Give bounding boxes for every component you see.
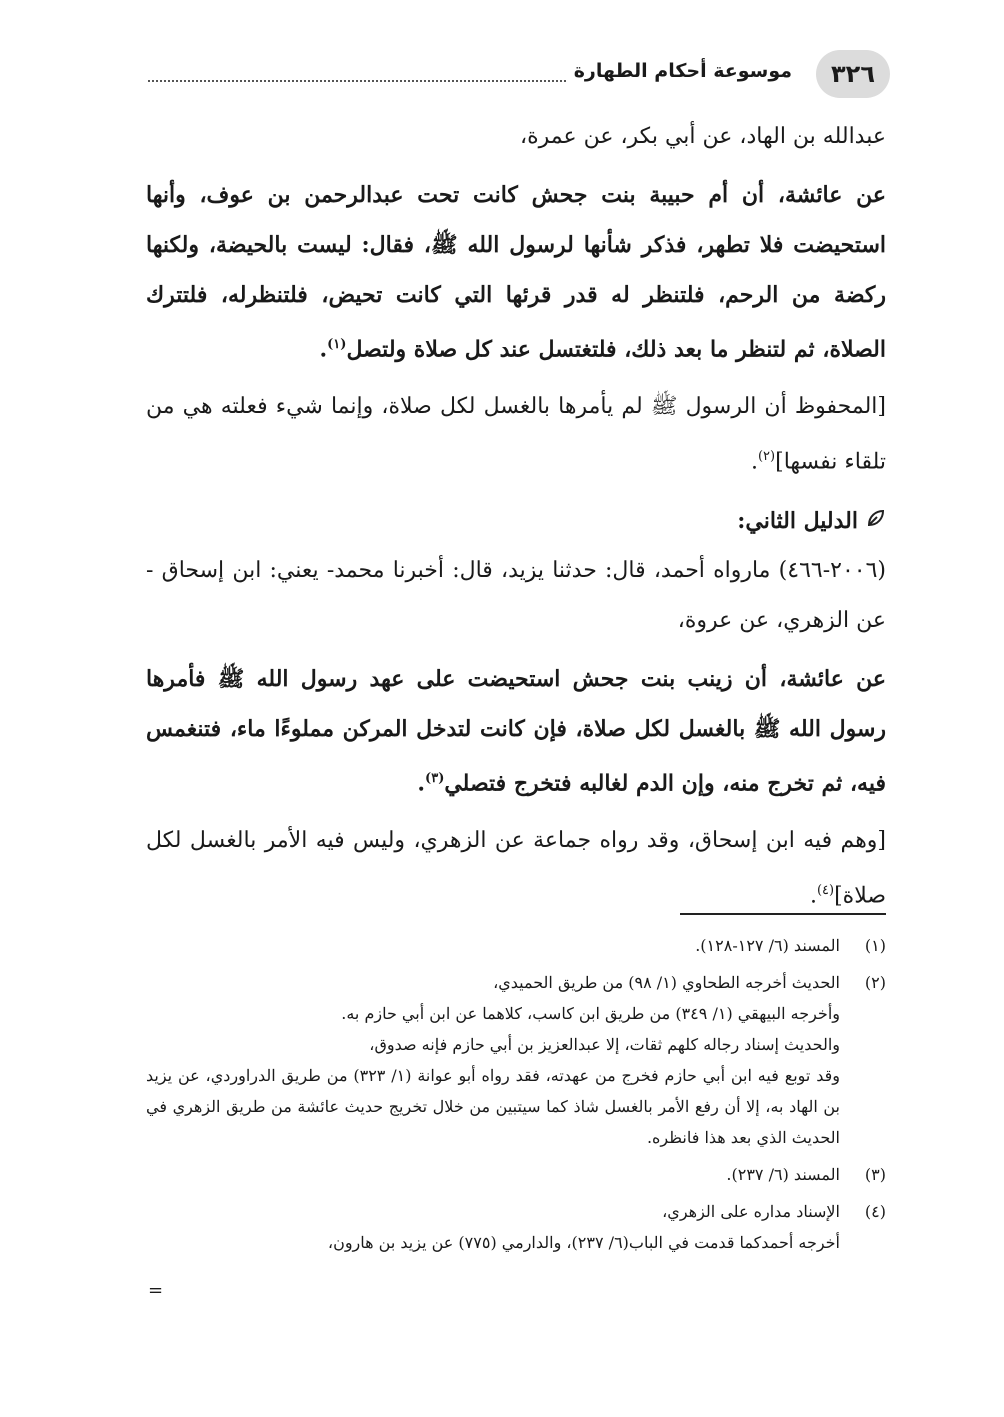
footnote-body [146, 930, 840, 961]
page-number: ٣٢٦ [816, 50, 890, 98]
paragraph-text: عن عائشة، أن أم حبيبة بنت جحش كانت تحت عبدالرحمن بن عوف، وأنها استحيضت فلا تطهر، فذكر شأنها لرسول الله ﷺ، فقال: ليست بالحيضة، ولكنها ركضة من الرحم، فلتنظر له قدر قرئها التي كانت تحيض، فلتنظرله، فلتترك الصلاة، ثم لتنظر ما بعد ذلك، فلتغتسل عند كل صلاة ولتصل [146, 182, 886, 363]
footnote-ref[interactable]: (١) [327, 337, 347, 352]
leaf-ornament-icon [866, 496, 886, 546]
footnote [146, 967, 886, 1153]
hadith-text-1: عن عائشة، أن أم حبيبة بنت جحش كانت تحت عبدالرحمن بن عوف، وأنها استحيضت فلا تطهر، فذكر شأنها لرسول الله ﷺ، فقال: ليست بالحيضة، ولكنها ركضة من الرحم، فلتنظر له قدر قرئها التي كانت تحيض، فلتنظرله، فلتترك الصلاة، ثم لتنظر ما بعد ذلك، فلتغتسل عند كل صلاة ولتصل$^{(١)}$. [146, 182, 886, 363]
footnote-line: أخرجه أحمدكما قدمت في الباب(٦/ ٢٣٧)، والدارمي (٧٧٥) عن يزيد بن هارون، [327, 1233, 840, 1252]
page-header [120, 50, 890, 100]
commentary-2: [وهم فيه ابن إسحاق، وقد رواه جماعة عن الزهري، وليس فيه الأمر بالغسل لكل صلاة]$^{(٤)}$. [146, 827, 886, 909]
footnote-number: (١) [864, 936, 886, 955]
paragraph-text: [وهم فيه ابن إسحاق، وقد رواه جماعة عن الزهري، وليس فيه الأمر بالغسل لكل صلاة] [146, 827, 886, 909]
footnote-line: الحديث أخرجه الطحاوي (١/ ٩٨) من طريق الحميدي، [493, 973, 840, 992]
footnote-ref[interactable]: (٢) [757, 449, 776, 465]
paragraph-text: عن عائشة، أن زينب بنت جحش استحيضت على عهد رسول الله ﷺ فأمرها رسول الله ﷺ بالغسل لكل صلاة، فإن كانت لتدخل المركن مملوءًا ماء، فتنغمس فيه، ثم تخرج منه، وإن الدم لغالبه فتخرج فتصلي [146, 665, 886, 796]
footnote-line: المسند (٦/ ٢٣٧). [726, 1165, 840, 1184]
footnote [146, 930, 886, 961]
paragraph-text: [المحفوظ أن الرسول ﷺ لم يأمرها بالغسل لكل صلاة، وإنما شيء فعلته هي من تلقاء نفسها] [146, 394, 886, 475]
footnote-line: وأخرجه البيهقي (١/ ٣٤٩) من طريق ابن كاسب، كلاهما عن ابن أبي حازم به. [341, 1004, 840, 1023]
footnote-number: (٣) [864, 1165, 886, 1184]
footnote [146, 1196, 886, 1258]
paragraph-text: (٢٠٠٦-٤٦٦) مارواه أحمد، قال: حدثنا يزيد، قال: أخبرنا محمد- يعني: ابن إسحاق - عن الزهري، عن عروة، [146, 557, 886, 633]
footnote-number: (٢) [864, 973, 886, 992]
footnote-separator [680, 913, 886, 915]
commentary-1: [المحفوظ أن الرسول ﷺ لم يأمرها بالغسل لكل صلاة، وإنما شيء فعلته هي من تلقاء نفسها]$^{(٢)}$. [146, 394, 886, 475]
paragraph-text: عبدالله بن الهاد، عن أبي بكر، عن عمرة، [519, 124, 886, 149]
continuation-mark: = [148, 1280, 164, 1301]
footnote-line: المسند (٦/ ١٢٧-١٢٨). [695, 936, 840, 955]
footnote [146, 1159, 886, 1190]
section-heading [146, 496, 886, 546]
footnote-body [146, 1159, 840, 1190]
hadith-text-2: عن عائشة، أن زينب بنت جحش استحيضت على عهد رسول الله ﷺ فأمرها رسول الله ﷺ بالغسل لكل صلاة، فإن كانت لتدخل المركن مملوءًا ماء، فتنغمس فيه، ثم تخرج منه، وإن الدم لغالبه فتخرج فتصلي$^{(٣)}$. [146, 665, 886, 796]
footnote-body [146, 967, 840, 1153]
footnotes [146, 930, 886, 1258]
footnote-line: والحديث إسناد رجاله كلهم ثقات، إلا عبدالعزيز بن أبي حازم فإنه صدوق، [369, 1035, 840, 1054]
footnote-body [146, 1196, 840, 1258]
footnote-line: وقد توبع فيه ابن أبي حازم فخرج من عهدته، فقد رواه أبو عوانة (١/ ٣٢٣) من طريق الدراوردي، عن يزيد بن الهاد به، إلا أن رفع الأمر بالغسل شاذ كما سيتبين من خلال تخريج حديث عائشة من طريق الزهري في الحديث الذي بعد هذا فانظره. [146, 1066, 841, 1147]
footnote-ref[interactable]: (٤) [816, 882, 835, 898]
running-title: موسوعة أحكام الطهارة [568, 60, 798, 82]
paragraph-chain-2 [146, 546, 886, 646]
footnote-line: الإسناد مداره على الزهري، [662, 1202, 840, 1221]
footnote-number: (٤) [864, 1202, 886, 1221]
heading-text: الدليل الثاني: [737, 507, 858, 534]
footnote-ref[interactable]: (٣) [425, 770, 445, 786]
paragraph-chain-1 [146, 112, 886, 162]
main-text [146, 112, 886, 921]
